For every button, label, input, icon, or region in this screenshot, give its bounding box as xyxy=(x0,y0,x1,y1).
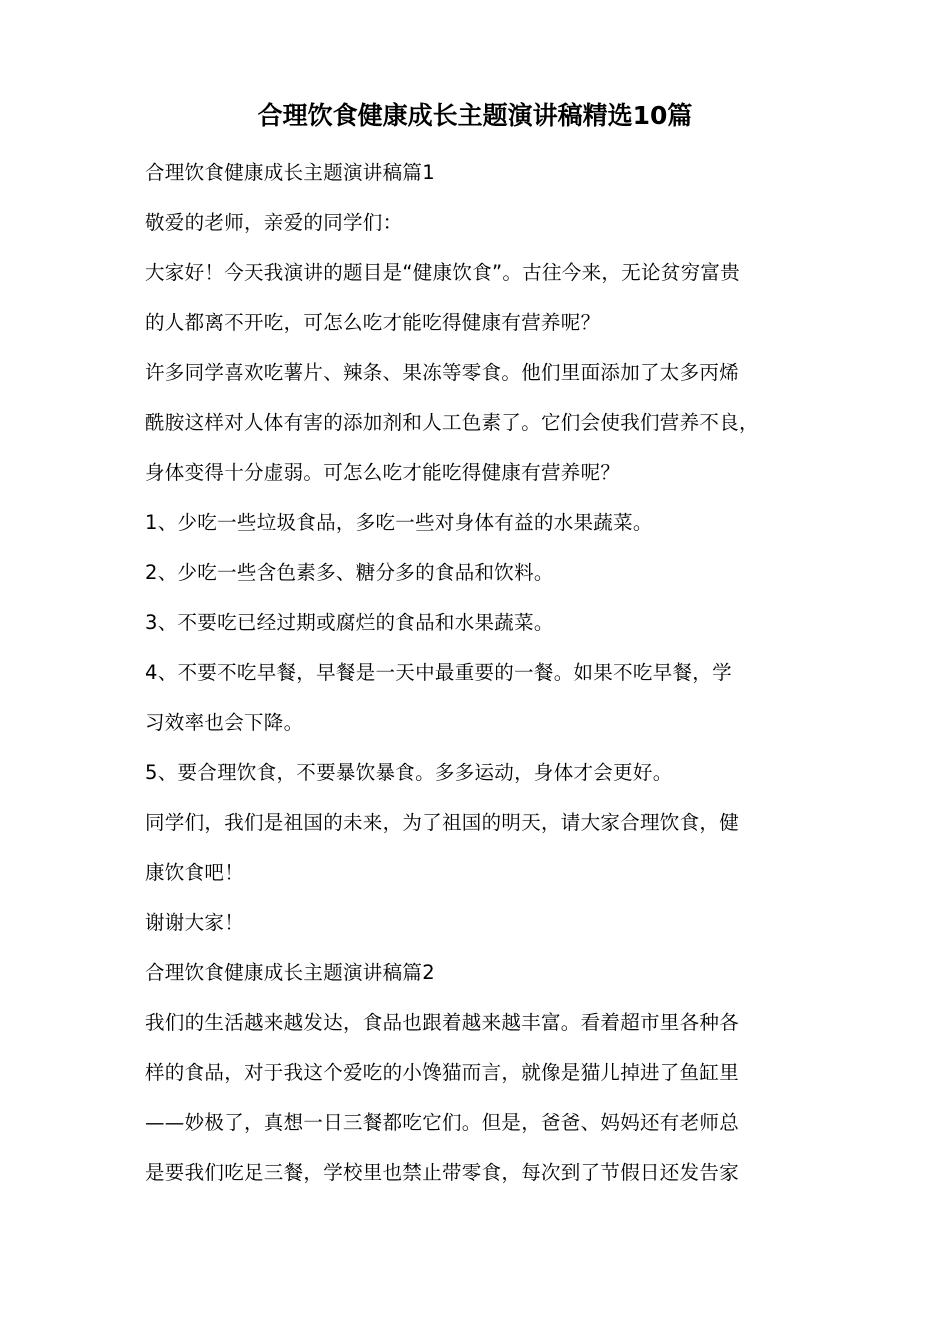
document-body xyxy=(145,148,825,1198)
text-line: 许多同学喜欢吃薯片、辣条、果冻等零食。他们里面添加了太多丙烯 xyxy=(145,361,740,384)
list-item-3: 3、不要吃已经过期或腐烂的食品和水果蔬菜。 xyxy=(145,611,554,634)
text-line: 我们的生活越来越发达，食品也跟着越来越丰富。看着超市里各种各 xyxy=(145,1011,740,1034)
section-heading: 合理饮食健康成长主题演讲稿篇2 xyxy=(145,961,435,984)
document-title: 合理饮食健康成长主题演讲稿精选10篇 xyxy=(257,101,693,130)
text-line: 同学们，我们是祖国的未来，为了祖国的明天，请大家合理饮食，健 xyxy=(145,811,740,834)
list-item-2: 2、少吃一些含色素多、糖分多的食品和饮料。 xyxy=(145,561,554,584)
text-line: 合理饮食健康成长主题演讲稿篇1 xyxy=(145,161,435,184)
list-item-4: 4、不要不吃早餐，早餐是一天中最重要的一餐。如果不吃早餐，学 xyxy=(145,661,732,684)
text-line: ——妙极了，真想一日三餐都吃它们。但是，爸爸、妈妈还有老师总 xyxy=(145,1111,740,1134)
text-line: 敬爱的老师，亲爱的同学们： xyxy=(145,211,403,234)
text-line: 是要我们吃足三餐，学校里也禁止带零食，每次到了节假日还发告家 xyxy=(145,1161,740,1184)
list-item-5: 5、要合理饮食，不要暴饮暴食。多多运动，身体才会更好。 xyxy=(145,761,673,784)
text-line: 身体变得十分虚弱。可怎么吃才能吃得健康有营养呢？ xyxy=(145,461,621,484)
text-line: 样的食品，对于我这个爱吃的小馋猫而言，就像是猫儿掉进了鱼缸里 xyxy=(145,1061,740,1084)
text-line: 酰胺这样对人体有害的添加剂和人工色素了。它们会使我们营养不良， xyxy=(145,411,759,434)
text-line: 的人都离不开吃，可怎么吃才能吃得健康有营养呢？ xyxy=(145,311,601,334)
list-item-1: 1、少吃一些垃圾食品，多吃一些对身体有益的水果蔬菜。 xyxy=(145,511,653,534)
text-line: 大家好！今天我演讲的题目是“健康饮食”。古往今来，无论贫穷富贵 xyxy=(145,261,741,284)
text-line: 习效率也会下降。 xyxy=(145,711,304,734)
text-line: 康饮食吧！ xyxy=(145,861,245,884)
text-line: 谢谢大家！ xyxy=(145,911,245,934)
